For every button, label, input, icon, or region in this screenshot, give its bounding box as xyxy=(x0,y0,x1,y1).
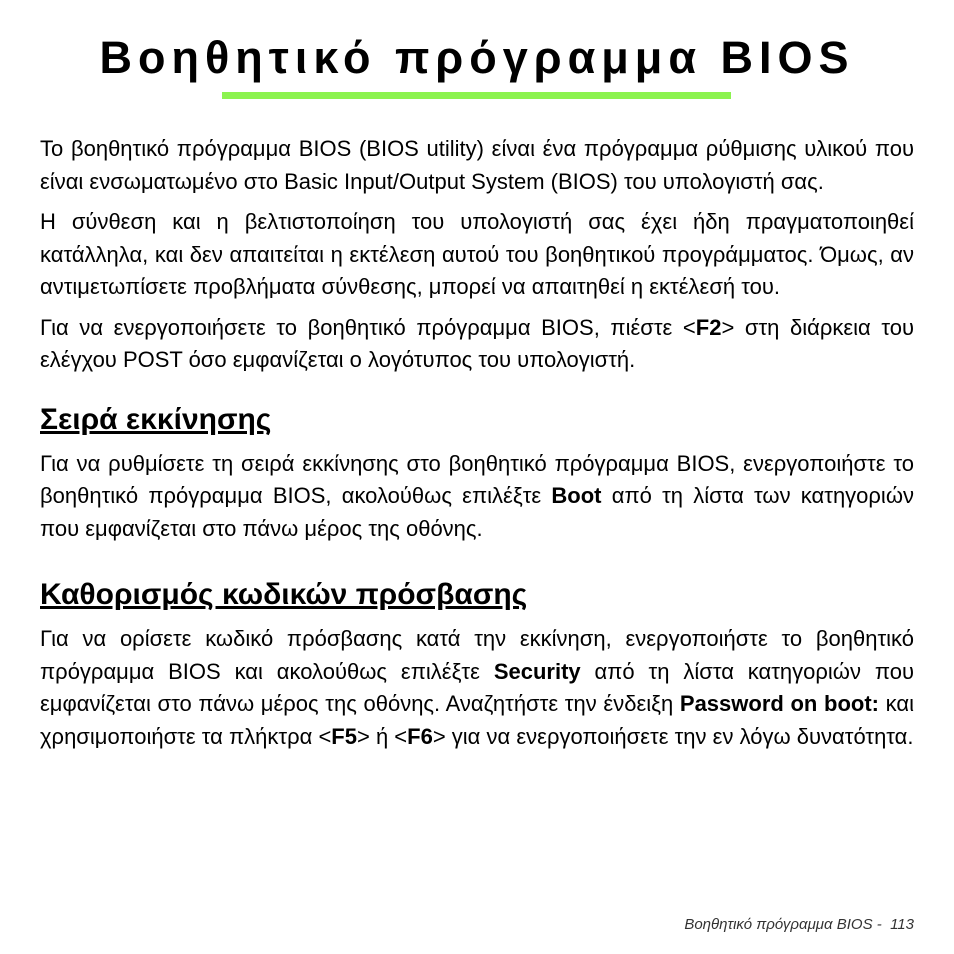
boot-term: Boot xyxy=(551,483,602,508)
password-text-2: από τη λίστα κατηγοριών που εμφανίζεται στο πάνω μέρος της οθόνης. Αναζητήστε την ένδειξη xyxy=(40,658,914,716)
password-on-boot-term: Password on boot: xyxy=(679,691,879,716)
page-footer: Βοηθητικό πρόγραμμα BIOS - 113 xyxy=(684,916,914,933)
intro-paragraph-1: Το βοηθητικό πρόγραμμα BIOS (BIOS utility) είναι ένα πρόγραμμα ρύθμισης υλικού που είναι ενσωματωμένο στο Basic Input/Output System (BIOS) του υπολογιστή σας. xyxy=(40,136,914,194)
password-text-1: Για να ορίσετε κωδικό πρόσβασης κατά την εκκίνηση, ενεργοποιήστε το βοηθητικό πρόγραμμα BIOS και ακολούθως επιλέξτε xyxy=(40,626,914,684)
document-page xyxy=(40,0,914,753)
security-term: Security xyxy=(493,658,581,684)
password-text-3: και χρησιμοποιήστε τα πλήκτρα < xyxy=(40,691,915,749)
page-title: Βοηθητικό πρόγραμμα BIOS xyxy=(99,32,855,83)
password-heading: Καθορισμός κωδικών πρόσβασης xyxy=(40,578,528,611)
boot-text-after: από τη λίστα των κατηγοριών που εμφανίζεται στο πάνω μέρος της οθόνης. xyxy=(40,483,914,541)
password-text-4: > ή < xyxy=(356,723,408,749)
intro-p3-text-after: > στη διάρκεια του ελέγχου POST όσο εμφανίζεται ο λογότυπος του υπολογιστή. xyxy=(40,314,914,372)
intro-paragraph-2: Η σύνθεση και η βελτιστοποίηση του υπολογιστή σας έχει ήδη πραγματοποιηθεί κατάλληλα, και δεν απαιτείται η εκτέλεση αυτού του βοηθητικού προγράμματος. Όμως, αν αντιμετωπίσετε προβλήματα σύνθεσης, μπορεί να απαιτηθεί η εκτέλεσή του. xyxy=(40,209,914,299)
intro-p3-text-before: Για να ενεργοποιήσετε το βοηθητικό πρόγραμμα BIOS, πιέστε < xyxy=(40,314,696,340)
boot-text-before: Για να ρυθμίσετε τη σειρά εκκίνησης στο βοηθητικό πρόγραμμα BIOS, ενεργοποιήστε το βοηθητικό πρόγραμμα BIOS, ακολούθως επιλέξτε xyxy=(40,450,914,508)
title-underline-rule xyxy=(222,92,731,99)
boot-order-heading: Σειρά εκκίνησης xyxy=(40,402,272,436)
password-paragraph xyxy=(40,623,914,753)
intro-paragraph-3 xyxy=(40,312,914,377)
boot-order-paragraph xyxy=(40,448,914,546)
f2-key: F2 xyxy=(695,314,722,340)
password-text-5: > για να ενεργοποιήσετε την εν λόγω δυνατότητα. xyxy=(432,723,914,749)
f6-key: F6 xyxy=(407,723,433,749)
f5-key: F5 xyxy=(331,723,357,749)
